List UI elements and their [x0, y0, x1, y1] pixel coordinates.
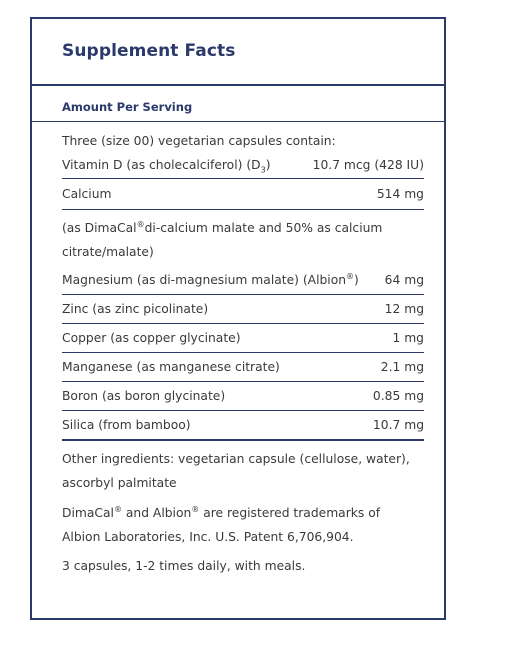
nutrient-row-silica — [62, 411, 424, 441]
nutrient-name: Copper (as copper glycinate) — [62, 331, 241, 345]
panel-title: Supplement Facts — [62, 41, 236, 61]
nutrient-row-calcium — [62, 179, 424, 209]
nutrient-amount: 10.7 mcg (428 IU) — [312, 158, 424, 172]
nutrient-row-vitamin-d — [62, 150, 424, 179]
calcium-source: (as DimaCal®di-calcium malate and 50% as calcium citrate/malate) — [62, 219, 383, 259]
supplement-facts-panel — [30, 17, 446, 620]
amount-per-serving-row — [32, 86, 444, 122]
nutrient-amount: 1 mg — [392, 331, 424, 345]
nutrient-amount: 514 mg — [376, 187, 424, 201]
serving-intro: Three (size 00) vegetarian capsules contain: — [62, 134, 336, 148]
trademark-notice: DimaCal® and Albion® are registered trademarks of Albion Laboratories, Inc. U.S. Patent 6,706,904. — [62, 504, 381, 544]
nutrient-amount: 10.7 mg — [372, 418, 424, 432]
nutrient-amount: 0.85 mg — [372, 389, 424, 403]
nutrient-name: Silica (from bamboo) — [62, 418, 191, 432]
nutrient-row-manganese — [62, 353, 424, 382]
nutrient-row-boron — [62, 382, 424, 411]
nutrient-name: Boron (as boron glycinate) — [62, 389, 226, 403]
nutrient-name: Magnesium (as di-magnesium malate) (Albion®) — [62, 271, 359, 287]
other-ingredients: Other ingredients: vegetarian capsule (cellulose, water), ascorbyl palmitate — [62, 452, 410, 490]
nutrient-amount: 2.1 mg — [380, 360, 424, 374]
nutrient-name: Zinc (as zinc picolinate) — [62, 302, 209, 316]
nutrient-name: Vitamin D (as cholecalciferol) $(D_3)$ — [62, 158, 271, 175]
title-row — [32, 19, 444, 86]
nutrient-name: Manganese (as manganese citrate) — [62, 360, 280, 374]
nutrient-amount: 12 mg — [384, 302, 424, 316]
directions: 3 capsules, 1-2 times daily, with meals. — [62, 559, 306, 573]
nutrient-row-magnesium — [62, 264, 424, 295]
nutrient-name: Calcium — [62, 187, 112, 201]
nutrient-row-zinc — [62, 295, 424, 324]
serving-intro-row — [62, 122, 424, 150]
facts-body — [32, 122, 444, 575]
amount-per-serving-label: Amount Per Serving — [62, 100, 193, 114]
nutrient-row-copper — [62, 324, 424, 353]
nutrient-amount: 64 mg — [384, 273, 424, 287]
